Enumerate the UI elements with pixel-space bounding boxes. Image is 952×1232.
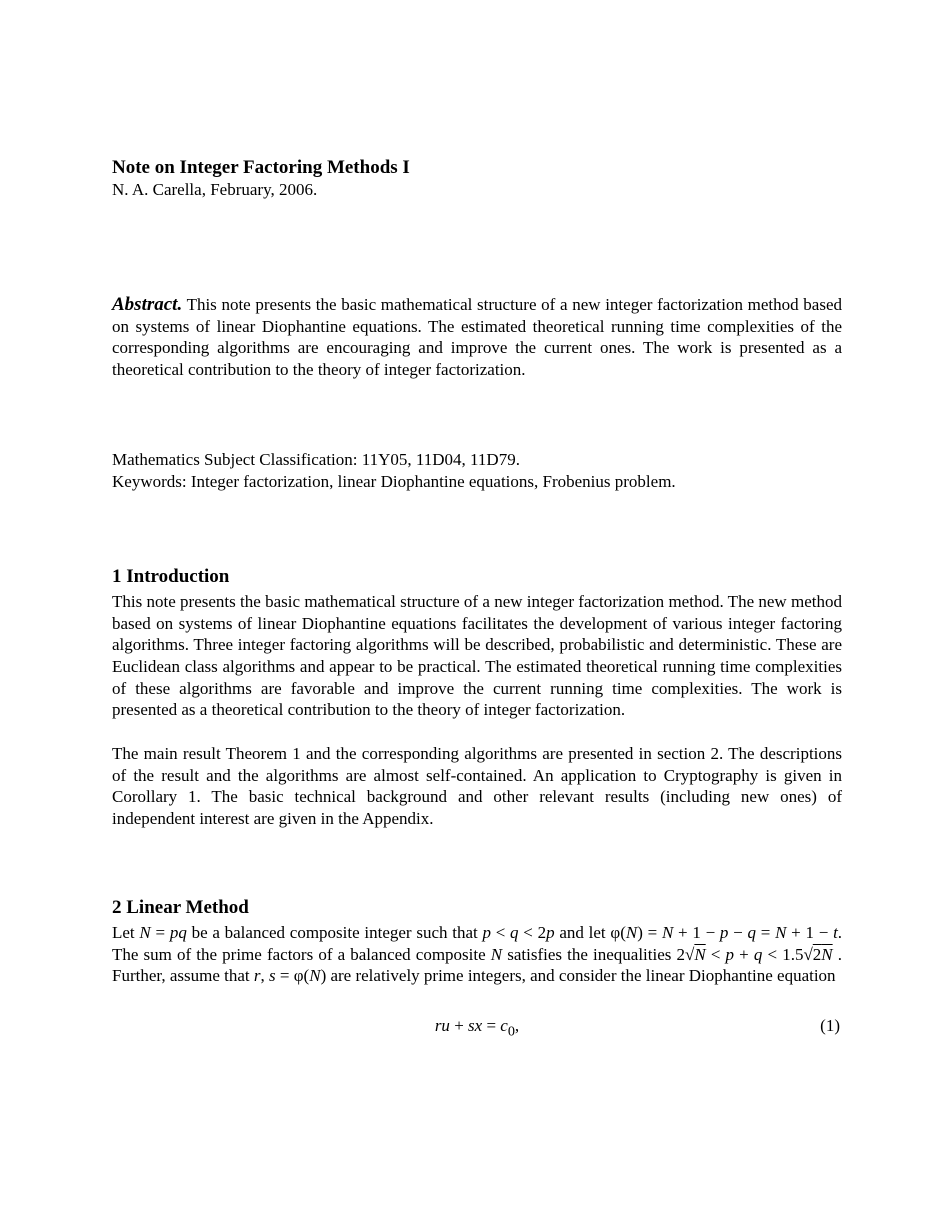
- section-1-heading: 1 Introduction: [112, 565, 230, 587]
- keywords-line: Keywords: Integer factorization, linear Diophantine equations, Frobenius problem.: [112, 471, 676, 491]
- author-line: N. A. Carella, February, 2006.: [112, 180, 318, 199]
- section-2-heading: 2 Linear Method: [112, 896, 249, 918]
- abstract-paragraph: [112, 294, 842, 381]
- linear-method-paragraph: Let N = pq be a balanced composite integer such that p < q < 2p and let φ(N) = N + 1 − p − q = N + 1 − t. The sum of the prime factors of a balanced composite N satisfies the inequalities 2√N < p + q < 1.5√2N . Further, assume that r, s = φ(N) are relatively prime integers, and consider the linear Diophantine equation: [112, 922, 843, 986]
- equation-1-row: [112, 1015, 842, 1042]
- abstract-label: Abstract.: [112, 294, 183, 315]
- equation-1-number: (1): [820, 1015, 840, 1035]
- metadata-block: [112, 449, 842, 493]
- intro-paragraph-2: The main result Theorem 1 and the corresponding algorithms are presented in section 2. The descriptions of the result and the algorithms are almost self-contained. An application to Cryptography is given in Corollary 1. The basic technical background and other relevant results (including new ones) of independent interest are given in the Appendix.: [112, 744, 842, 829]
- equation-1: ru + sx = $c_0$,: [434, 1015, 520, 1040]
- paper-page: [112, 0, 842, 1042]
- abstract-text: This note presents the basic mathematical structure of a new integer factorization method based on systems of linear Diophantine equations. The estimated theoretical running time complexities of the corresponding algorithms are encouraging and improve the current ones. The work is presented as a theoretical contribution to the theory of integer factorization.: [112, 295, 842, 380]
- msc-line: Mathematics Subject Classification: 11Y05, 11D04, 11D79.: [112, 449, 520, 469]
- intro-paragraph-1: This note presents the basic mathematical structure of a new integer factorization method. The new method based on systems of linear Diophantine equations facilitates the development of various integer factoring algorithms. Three integer factoring algorithms will be described, probabilistic and deterministic. These are Euclidean class algorithms and appear to be practical. The estimated theoretical running time complexities of these algorithms are favorable and improve the current running time complexities. The work is presented as a theoretical contribution to the theory of integer factorization.: [112, 591, 842, 720]
- paper-title: Note on Integer Factoring Methods I: [112, 157, 410, 178]
